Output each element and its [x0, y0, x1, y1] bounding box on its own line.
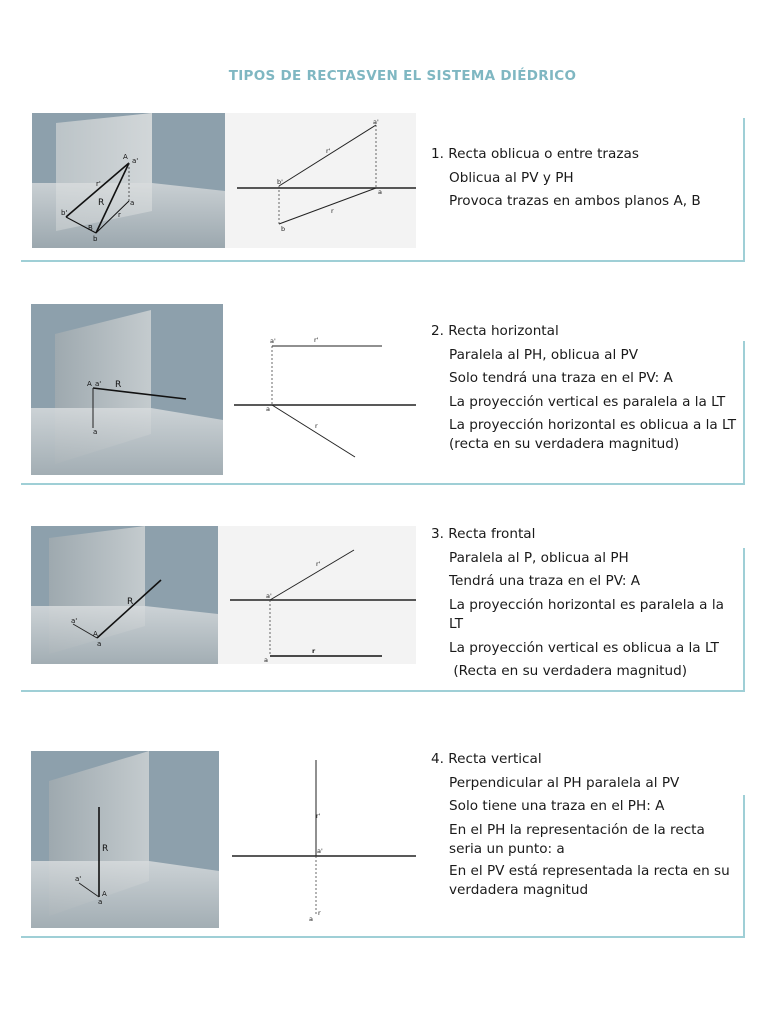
f1-2d-label: b [281, 225, 286, 233]
f2-3d-label: a' [95, 380, 102, 388]
section-item: Provoca trazas en ambos planos A, B [449, 193, 701, 209]
frame-bottom [21, 260, 745, 262]
f4-3d-label: R [102, 844, 109, 854]
f4-2d-label: a' [317, 847, 323, 855]
frame-bottom [21, 690, 745, 692]
frame-right [743, 118, 745, 261]
frontal-line-text [431, 523, 741, 684]
f4-2d-label: r [318, 909, 321, 917]
horizontal-line-3d-figure [31, 304, 223, 475]
f2-2d-label: a [266, 405, 270, 413]
section-item: Paralela al PH, oblicua al PV [449, 346, 639, 363]
f3-3d-label: a [97, 640, 102, 648]
f3-3d-label: A [93, 630, 98, 638]
section-item: La proyección horizontal es paralela a la LT [449, 596, 724, 632]
section-item: La proyección vertical es oblicua a la LT [449, 639, 719, 656]
f1-2d-label: r' [326, 147, 331, 155]
f3-2d-label: r [312, 647, 316, 655]
f4-2d-label: r' [316, 812, 321, 820]
vertical-line-text [431, 748, 741, 903]
horizontal-line-text [431, 320, 741, 457]
f1-3d-label: B [88, 224, 93, 232]
section-item: Solo tendrá una traza en el PV: A [449, 370, 673, 386]
f1-2d-label: r [331, 207, 334, 215]
frame-right [743, 795, 745, 938]
f3-2d-label: r' [316, 560, 321, 568]
section-item: En el PH la representación de la recta seria un punto: a [449, 821, 705, 857]
f1-3d-label: a [130, 199, 135, 207]
section-heading: 1. Recta oblicua o entre trazas [431, 146, 639, 162]
f1-2d-label: b' [277, 178, 283, 186]
section-item: La proyección horizontal es oblicua a la LT (recta en su verdadera magnitud) [449, 417, 737, 452]
section-item: Oblicua al PV y PH [449, 169, 574, 186]
section-heading: 2. Recta horizontal [431, 323, 559, 339]
frame-bottom [21, 936, 745, 938]
vertical-line-3d-figure [31, 751, 219, 928]
f3-3d-label: R [127, 597, 134, 607]
f1-3d-label: r' [96, 180, 101, 188]
f2-2d-label: a' [270, 337, 276, 345]
f1-3d-label: A [123, 153, 128, 161]
f2-2d-label: r [315, 422, 318, 430]
f2-2d-label: r' [314, 336, 319, 344]
f2-3d-label: a [93, 428, 98, 436]
f3-2d-label: a [264, 656, 268, 664]
vertical-line-projection-figure [230, 758, 416, 924]
section-item: Paralela al P, oblicua al PH [449, 549, 629, 566]
oblique-line-projection-figure [225, 113, 416, 248]
f4-3d-label: A [102, 890, 107, 898]
f1-3d-label: r [118, 211, 121, 219]
section-item: Tendrá una traza en el PV: A [449, 573, 641, 589]
frame-right [743, 548, 745, 691]
f1-3d-label: b' [61, 209, 68, 217]
f3-2d-label: a' [266, 592, 272, 600]
page-title: TIPOS DE RECTASVEN EL SISTEMA DIÉDRICO [228, 68, 577, 84]
section-item: La proyección vertical es paralela a la LT [449, 393, 726, 410]
frame-right [743, 341, 745, 484]
frontal-line-projection-figure [218, 526, 416, 664]
oblique-line-text [431, 143, 741, 214]
section-heading: 4. Recta vertical [431, 751, 542, 767]
section-item: Solo tiene una traza en el PH: A [449, 798, 665, 814]
section-item: (Recta en su verdadera magnitud) [449, 663, 688, 679]
f4-3d-label: a [98, 898, 103, 906]
frame-bottom [21, 483, 745, 485]
f4-2d-label: a [309, 915, 313, 923]
section-item: Perpendicular al PH paralela al PV [449, 774, 680, 791]
f1-3d-label: b [93, 235, 98, 243]
f2-3d-label: A [87, 380, 92, 388]
section-heading: 3. Recta frontal [431, 526, 536, 542]
f1-3d-label: a' [132, 157, 139, 165]
section-item: En el PV está representada la recta en su verdadera magnitud [449, 862, 730, 898]
f4-3d-label: a' [75, 875, 82, 883]
f3-3d-label: a' [71, 617, 78, 625]
f2-3d-label: R [115, 380, 122, 390]
oblique-line-3d-figure [32, 113, 225, 248]
f1-2d-label: a [378, 188, 382, 196]
frontal-line-3d-figure [31, 526, 218, 664]
f1-3d-label: R [98, 198, 105, 208]
f1-2d-label: a' [373, 118, 379, 126]
horizontal-line-projection-figure [230, 328, 416, 460]
